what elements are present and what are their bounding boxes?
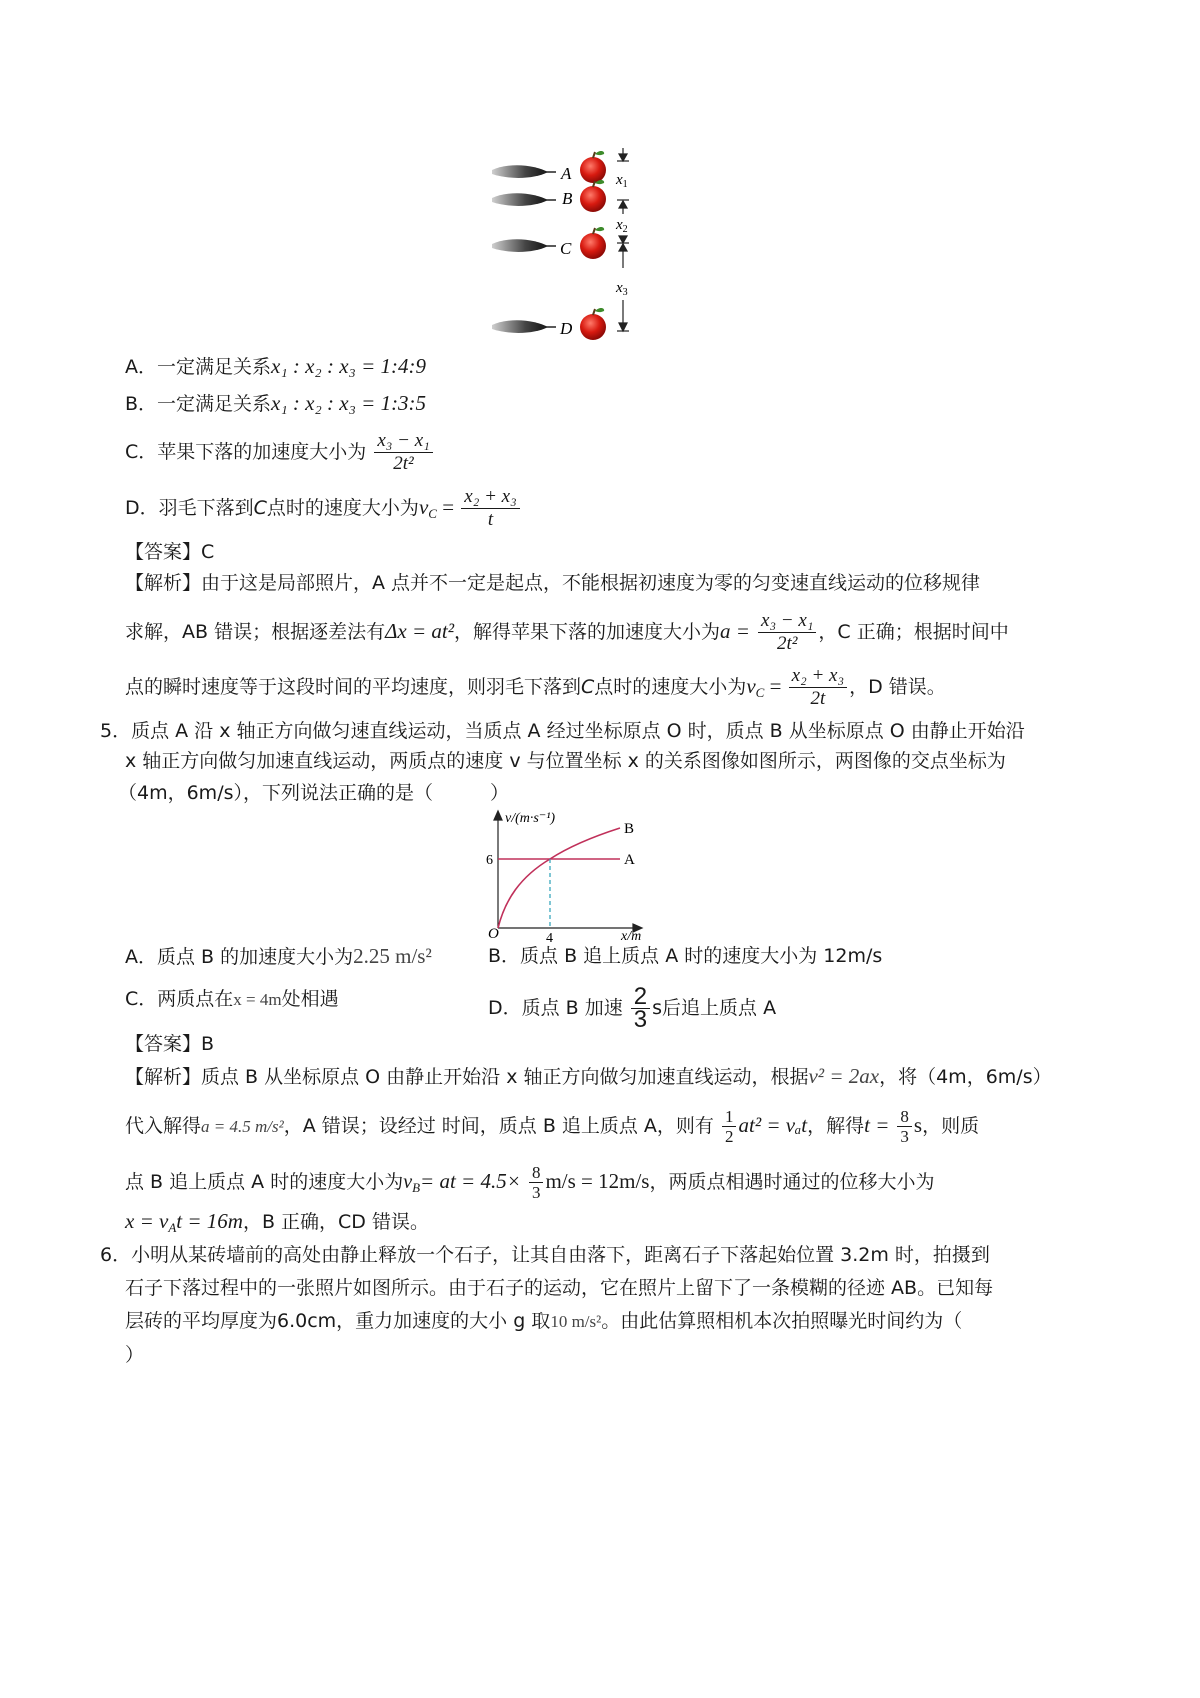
x-axis-label: x/m (621, 929, 642, 943)
fraction: $\frac{\text{x₃ − x₁}}{\text{2t²}}$ (374, 430, 432, 475)
curve-b (498, 828, 620, 928)
apple-icon (580, 308, 606, 340)
series-label-b: B (624, 821, 635, 837)
fraction: $\frac{1}{2}$ (722, 1107, 737, 1146)
q5-stem-line-3: （4m，6m/s），下列说法正确的是（ ） (118, 782, 509, 804)
q6-stem-line-3: 层砖的平均厚度为6.0cm，重力加速度的大小 g 取10 m/s²。由此估算照相机本次拍照曝光时间约为（ (125, 1310, 963, 1332)
fraction: $\frac{8}{3}$ (897, 1107, 912, 1146)
feather-icon (492, 165, 556, 178)
point-label-c: C (560, 239, 572, 258)
q4-explanation-line-3: 点的瞬时速度等于这段时间的平均速度，则羽毛下落到C点时的速度大小为$v_C$ = $\frac{\text{x₂ + x₃}}{2t}$ ，D 错误。 (125, 665, 946, 709)
segment-label-x1: $x_1$ (616, 172, 628, 190)
q4-explanation-line-2: 求解，AB 错误；根据逐差法有Δx = at²，解得苹果下落的加速度大小为a = $\frac{\text{x₃ − x₁}}{\text{2t²}}$ ，C 正确；根据时间中 (125, 610, 1009, 654)
y-tick-label: 6 (486, 853, 493, 868)
q5-answer: 【答案】B (125, 1033, 215, 1055)
q4-figure (490, 140, 660, 355)
fraction: $\frac{\text{x₃ − x₁}}{\text{2t²}}$ (758, 610, 816, 655)
q5-explanation-line-4: $x = v_At = 16m$，B 正确，CD 错误。 (125, 1209, 429, 1235)
segment-label-x3: $x_3$ (616, 280, 628, 298)
q4-option-c: C．苹果下落的加速度大小为 $\frac{\text{x₃ − x₁}}{\text{2t²}}$ (125, 430, 435, 475)
point-label-d: D (560, 319, 573, 338)
fraction: $\frac{\text{x₂ + x₃}}{t}$ (461, 486, 519, 531)
q5-stem-line-2: x 轴正方向做匀加速直线运动，两质点的速度 v 与位置坐标 x 的关系图像如图所示，两图像的交点坐标为 (125, 750, 1006, 772)
q4-option-b: B．一定满足关系x₁ : x₂ : x₃ = 1:3:5 (125, 391, 427, 415)
q5-option-a: A．质点 B 的加速度大小为2.25 m/s² (125, 944, 432, 968)
q5-stem-line-1: 5．质点 A 沿 x 轴正方向做匀速直线运动，当质点 A 经过坐标原点 O 时，质点 B 从坐标原点 O 由静止开始沿 (100, 720, 1025, 742)
q5-explanation-line-3: 点 B 追上质点 A 时的速度大小为$v_B=$ at = 4.5× $\frac{8}{3}$ m/s = 12m/s，两质点相遇时通过的位移大小为 (125, 1163, 935, 1202)
q5-explanation-line-2: 代入解得a = 4.5 m/s²，A 错误；设经过 时间，质点 B 追上质点 A，则有 $\frac{1}{2}$ at² = vₐt，解得t = $\frac{8}{3}$ s，则质 (125, 1107, 980, 1146)
origin-label: O (488, 926, 499, 942)
fraction: $\frac{8}{3}$ (529, 1163, 544, 1202)
feather-icon (492, 239, 556, 252)
q5-option-b: B．质点 B 追上质点 A 时的速度大小为 12m/s (488, 945, 883, 967)
q5-option-c: C．两质点在x = 4m处相遇 (125, 988, 339, 1010)
y-axis-arrow (494, 811, 502, 820)
series-label-a: A (624, 852, 635, 868)
q4-option-a: A．一定满足关系x₁ : x₂ : x₃ = 1:4:9 (125, 354, 427, 378)
q4-answer: 【答案】C (125, 541, 215, 563)
point-label-a: A (561, 164, 572, 183)
feather-icon (492, 320, 556, 333)
point-label-b: B (562, 189, 573, 208)
apple-icon (580, 180, 606, 212)
apple-icon (580, 151, 606, 183)
q6-stem-line-1: 6．小明从某砖墙前的高处由静止释放一个石子，让其自由落下，距离石子下落起始位置 3.2m 时，拍摄到 (100, 1244, 990, 1266)
q5-explanation-line-1: 【解析】质点 B 从坐标原点 O 由静止开始沿 x 轴正方向做匀加速直线运动，根据v² = 2ax，将（4m，6m/s） (125, 1064, 1052, 1088)
q5-option-d: D．质点 B 加速 $\frac{2}{3}$ s后追上质点 A (488, 983, 777, 1033)
q6-stem-line-2: 石子下落过程中的一张照片如图所示。由于石子的运动，它在照片上留下了一条模糊的径迹 AB。已知每 (125, 1277, 994, 1299)
segment-label-x2: $x_2$ (616, 217, 628, 235)
fraction: $\frac{\text{x₂ + x₃}}{2t}$ (789, 665, 847, 710)
x-tick-label: 4 (546, 931, 553, 943)
y-axis-label: v/(m·s⁻¹) (505, 811, 556, 826)
apple-icon (580, 227, 606, 259)
q6-stem-line-4: ） (125, 1344, 145, 1366)
q4-explanation-line-1: 【解析】由于这是局部照片，A 点并不一定是起点，不能根据初速度为零的匀变速直线运动的位移规律 (125, 572, 981, 594)
fraction: $\frac{2}{3}$ (631, 986, 650, 1031)
q5-chart (480, 808, 660, 943)
q4-option-d: D．羽毛下落到C点时的速度大小为$v_C$ = $\frac{\text{x₂ + x₃}}{t}$ (125, 486, 522, 531)
feather-icon (492, 193, 556, 206)
